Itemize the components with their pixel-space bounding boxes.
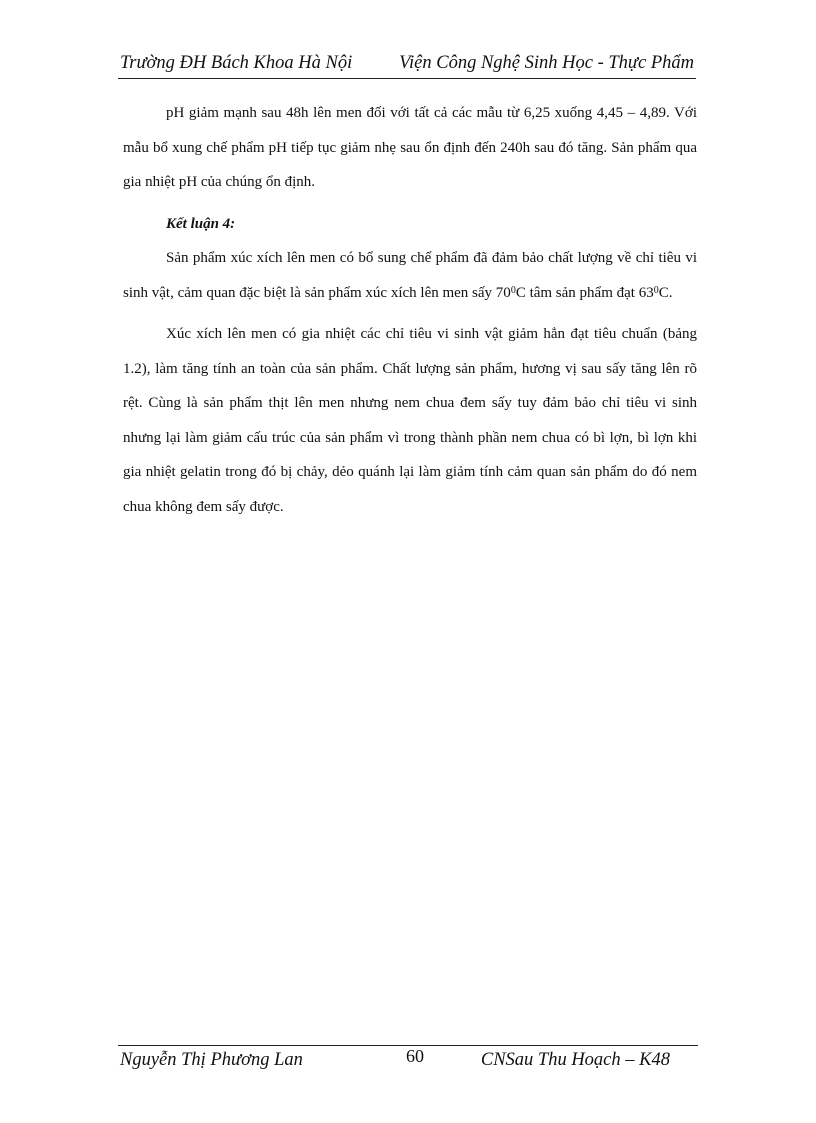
paragraph-conclusion [123,241,697,310]
paragraph-heating-discussion: Xúc xích lên men có gia nhiệt các chỉ tiêu vi sinh vật giảm hẳn đạt tiêu chuẩn (bảng 1.2), làm tăng tính an toàn của sản phẩm. Chất lượng sản phẩm, hương vị sau sấy tăng lên rõ rệt. Cùng là sản phẩm thịt lên men nhưng nem chua đem sấy tuy đảm bảo chỉ tiêu vi sinh nhưng lại làm giảm cấu trúc của sản phẩm vì trong thành phần nem chua có bì lợn, bì lợn khi gia nhiệt gelatin trong đó bị chảy, dẻo quánh lại làm giảm tính cảm quan sản phẩm do đó nem chua không đem sấy được. [123,326,697,515]
footer-author: Nguyễn Thị Phương Lan [120,1050,303,1070]
header-university: Trường ĐH Bách Khoa Hà Nội [120,53,353,73]
page-footer [118,1045,698,1086]
header-institute: Viện Công Nghệ Sinh Học - Thực Phẩm [399,53,694,73]
paragraph-ph-result: pH giảm mạnh sau 48h lên men đối với tất cả các mẫu từ 6,25 xuống 4,45 – 4,89. Với mẫu bổ xung chế phẩm pH tiếp tục giảm nhẹ sau ổn định đến 240h sau đó tăng. Sản phẩm qua gia nhiệt pH của chúng ổn định. [123,105,697,190]
footer-course: CNSau Thu Hoạch – K48 [480,1050,670,1070]
degree-superscript: 0 [510,284,516,296]
page-number: 60 [406,1046,424,1066]
conclusion-text-b: C tâm sản phẩm đạt 63 [515,284,654,301]
conclusion-heading: Kết luận 4: [166,215,236,232]
page-header [118,50,696,79]
page-content [123,96,697,524]
degree-superscript: 0 [653,284,659,296]
conclusion-text-c: C. [658,284,673,301]
conclusion-text-a: Sản phẩm xúc xích lên men có bổ sung chế phẩm đã đảm bảo chất lượng về chỉ tiêu vi sinh vật, cảm quan đặc biệt là sản phẩm xúc xích lên men sấy 70 [123,250,697,301]
